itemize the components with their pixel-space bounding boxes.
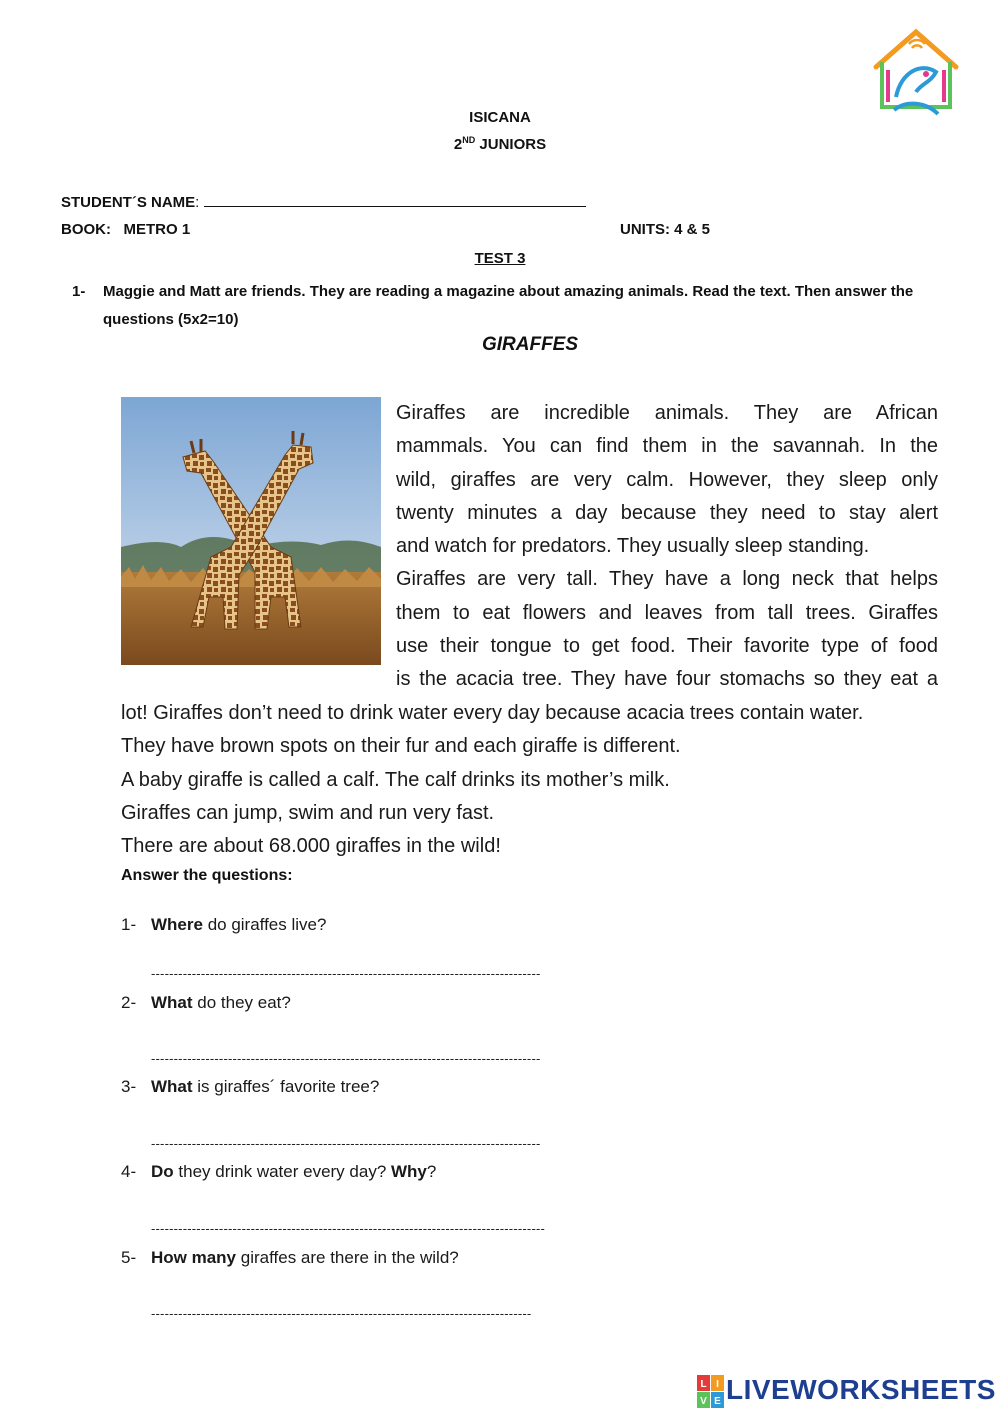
level-number: 2 <box>453 136 463 153</box>
article-text-full <box>121 697 941 863</box>
answer-line-3[interactable]: -------------------------------------------------------------------------------------- <box>151 1136 541 1151</box>
article-line: There are about 68.000 giraffes in the wild! <box>121 835 501 858</box>
article-line: Giraffes are very tall. They have a long neck that helps <box>396 568 938 591</box>
question-text: giraffes are there in the wild? <box>236 1248 459 1267</box>
article-line: lot! Giraffes don’t need to drink water every day because acacia trees contain water. <box>121 702 864 724</box>
question-text: is giraffes´ favorite tree? <box>192 1077 380 1096</box>
question-keyword: What <box>151 1077 193 1096</box>
badge-letter: I <box>716 1379 719 1390</box>
test-title: TEST 3 <box>474 250 526 267</box>
question-text: do they eat? <box>192 993 291 1012</box>
answer-line-2[interactable]: -------------------------------------------------------------------------------------- <box>151 1051 541 1066</box>
question-text-end: ? <box>426 1162 437 1181</box>
article-line: use their tongue to get food. Their favorite type of food <box>396 635 938 658</box>
question-text: they drink water every day? <box>173 1162 391 1181</box>
question-text: do giraffes live? <box>202 915 327 934</box>
article-line: Giraffes can jump, swim and run very fast. <box>121 801 495 824</box>
answer-heading: Answer the questions: <box>121 867 293 884</box>
article-line: is the acacia tree. They have four stomachs so they eat a <box>396 668 938 691</box>
article-text-beside-image <box>396 397 938 697</box>
class-level <box>0 135 1000 153</box>
badge-letter: E <box>714 1396 721 1407</box>
question-number: 3- <box>121 1077 137 1096</box>
question-keyword: What <box>151 993 193 1012</box>
article-line: them to eat flowers and leaves from tall trees. Giraffes <box>396 601 938 624</box>
question-number: 2- <box>121 993 137 1012</box>
answer-line-1[interactable]: -------------------------------------------------------------------------------------- <box>151 966 541 981</box>
level-suffix: ND <box>462 135 476 145</box>
article-line: twenty minutes a day because they need to stay alert <box>396 501 938 524</box>
level-word: JUNIORS <box>479 136 547 153</box>
instruction-number: 1- <box>72 283 86 300</box>
question-number: 5- <box>121 1248 137 1267</box>
liveworksheets-badge-icon <box>697 1375 725 1409</box>
question-keyword: Do <box>151 1162 174 1181</box>
question-keyword: Where <box>151 915 203 934</box>
article-line: mammals. You can find them in the savannah. In the <box>396 435 938 458</box>
question-3 <box>121 1077 379 1097</box>
student-name-row <box>61 192 586 211</box>
question-2 <box>121 993 291 1013</box>
article-line: and watch for predators. They usually sleep standing. <box>396 535 870 558</box>
badge-letter: V <box>700 1396 707 1407</box>
article-line: A baby giraffe is called a calf. The calf drinks its mother’s milk. <box>121 768 670 791</box>
book-label: BOOK: METRO 1 <box>61 221 191 238</box>
instruction <box>72 278 942 334</box>
question-keyword: How many <box>151 1248 237 1267</box>
student-name-colon: : <box>195 194 200 211</box>
question-4 <box>121 1162 436 1182</box>
badge-letter: L <box>700 1379 707 1390</box>
question-keyword-2: Why <box>391 1162 427 1181</box>
question-5 <box>121 1248 459 1268</box>
question-1 <box>121 915 326 935</box>
article-line: wild, giraffes are very calm. However, they sleep only <box>396 468 938 491</box>
student-name-field[interactable] <box>204 192 586 207</box>
student-name-label: STUDENT´S NAME <box>61 194 196 211</box>
article-line: Giraffes are incredible animals. They are African <box>396 402 938 424</box>
school-logo-icon <box>866 22 966 122</box>
question-number: 4- <box>121 1162 137 1181</box>
school-name: ISICANA <box>469 109 531 126</box>
article-line: They have brown spots on their fur and each giraffe is different. <box>121 735 681 758</box>
instruction-text: Maggie and Matt are friends. They are reading a magazine about amazing animals. Read the text. Then answer the questions (5x2=10) <box>103 283 914 328</box>
units-label: UNITS: 4 & 5 <box>620 221 711 238</box>
liveworksheets-watermark[interactable]: LIVEWORKSHEETS <box>726 1374 996 1405</box>
question-number: 1- <box>121 915 137 934</box>
giraffes-photo <box>121 397 381 665</box>
article-title: GIRAFFES <box>481 334 579 355</box>
answer-line-4[interactable]: --------------------------------------------------------------------------------------- <box>151 1221 546 1236</box>
answer-line-5[interactable]: ------------------------------------------------------------------------------------ <box>151 1306 532 1321</box>
